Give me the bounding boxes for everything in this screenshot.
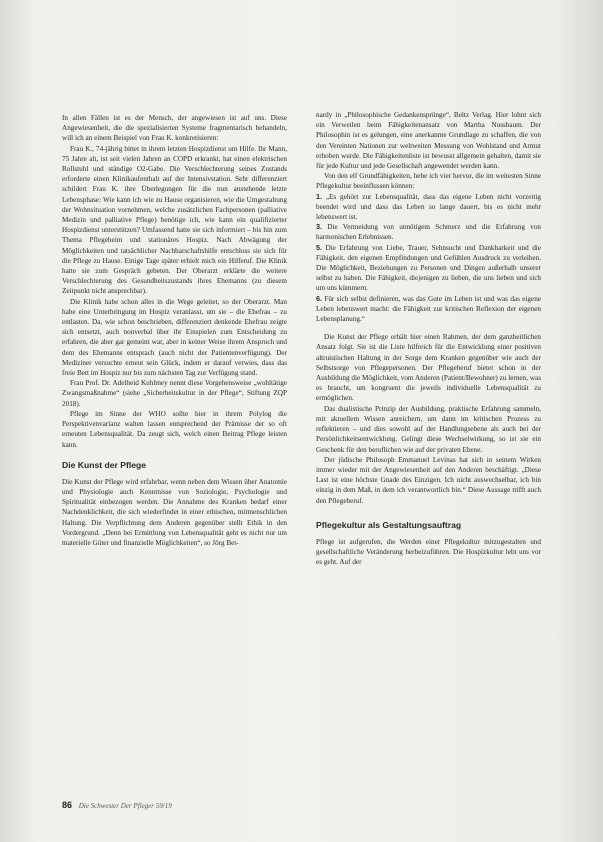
list-item xyxy=(316,192,541,223)
left-column xyxy=(62,113,287,548)
paragraph: Die Kunst der Pflege erhält hier einen Rahmen, der dem ganzheitlichen Ansatz folgt. Sie ist die Liste hilfreich für die Entwicklung einer positiven altruistischen Haltung in der Sorge dem Kranken gegenüber wie auch der Selbstsorge von Pflegepersonen. Der Pflegeberuf bietet schon in der Ausbildung die Möglichkeit, vom Anderen (Patient/Bewohner) zu lernen, was es braucht, um kongruent die jeweils individuelle Lebensqualität zu ermöglichen. xyxy=(316,333,541,403)
section-heading: Pflegekultur als Gestaltungsauftrag xyxy=(316,519,462,530)
list-item xyxy=(316,243,541,294)
list-number: 5. xyxy=(316,242,322,252)
publication-title: Die Schwester Der Pfleger 59/19 xyxy=(78,802,172,810)
paragraph: Pflege ist aufgerufen, die Werden einer Pflegekultur mitzugestalten und gesellschaftliche Veränderung herbeizuführen. Die Hospizkultur lebt uns vor es geht. Auf der xyxy=(316,537,541,567)
paragraph: Frau Prof. Dr. Adelheid Kuhlmey nennt diese Vorgehensweise „wohltätige Zwangsmaßnahme“ (siehe „Sicherheitskultur in der Pflege“, Stiftung ZQP 2018). xyxy=(62,379,287,408)
paragraph: Die Klinik habe schon alles in die Wege geleitet, so der Oberarzt. Man habe eine Unterbringung im Hospiz veranlasst, um sie – die Ehefrau – zu entlasten. Da, wie schon beschrieben, differenziert denkende Ehefrau zeigte sich entsetzt, auch nonverbal über ihr Einspielen zum Entscheidung zu erfahren, die aber gar gemeint war, aber in keiner Weise ihrem Anspruch und dem des Ehemanns entsprach (auch nicht der Patientenverfügung). Der Mediziner versuchte erneut sein Glück, indem er darauf verwies, dass das freie Bett im Hospiz nur bis zum nächsten Tag zur Verfügung stand. xyxy=(62,297,287,378)
section-heading: Die Kunst der Pflege xyxy=(62,459,147,470)
paragraph: Von den elf Grundfähigkeiten, hebe ich vier hervor, die im weitesten Sinne Pflegekultur beeinflussen können: xyxy=(316,172,541,191)
paragraph: Die Kunst der Pflege wird erfahrbar, wenn neben dem Wissen über Anatomie und Physiologie auch Kenntnisse von Soziologie, Psychologie und Spiritualität einbezogen werden. Die Annahme des Kranken bedarf einer Nachdenklichkeit, die sich wiederfindet in einer ethischen, mitmenschlichen Haltung. Die Verpflichtung dem Anderen gegenüber stellt Ethik in den Vordergrund. „Denn bei Ermittlung von Lebensqualität geht es nicht nur um materielle Güter und finanzielle Möglichkeiten“, so Jörg Bet- xyxy=(62,477,287,547)
paragraph: Frau K., 74-jährig bittet in ihrem letzten Hospizdienst um Hilfe. Ihr Mann, 75 Jahre alt, ist seit vielen Jahren an COPD erkrankt, hat einen elektrischen Rollstuhl und ständige O2-Gabe. Die Verschlechterung seines Zustands erforderte einen Klinikaufenthalt auf der Intensivstation. Sehr differenziert schildert Frau K. ihre Überlegungen für die nun anstehende letzte Lebensphase: Wie kann ich wie zu Hause organisieren, wie die Umgestaltung der Wohnsituation vornehmen, welche zusätzlichen Fachpersonen (palliative Medizin und palliative Pflege) benötige ich, wie kann ein qualifizierter Hospizdienst unterstützen? Umfassend hatte sie sich informiert – bis hin zum Thema Pflegeheim und stationäres Hospiz. Nach Abwägung der Möglichkeiten und tatsächlicher Nachbarschaftshilfe entschloss sie sich für die Pflege zu Hause. Einige Tage später erhielt mich ein Hilferuf. Die Klinik hatte sie zum Gespräch gebeten. Der Oberarzt erklärte die weitere Verschlechterung des Gesundheitszustands ihres Ehemanns (zu diesem Zeitpunkt nicht ansprechbar). xyxy=(62,144,287,296)
list-item xyxy=(316,294,541,325)
list-number: 3. xyxy=(316,222,322,232)
paragraph: Pflege im Sinne der WHO sollte hier in ihrem Polylog die Perspektivenvarianz walten lassen entsprechend der Prämisse der so oft erneuten Lebensqualität. Da zeugt sich, welch einen Beitrag Pflege leisten kann. xyxy=(62,409,287,449)
list-text: Für sich selbst definieren, was das Gute im Leben ist und was das eigene Leben lebenswert macht: die Fähigkeit zur kritischen Reflexion der eigenen Lebensplanung.“ xyxy=(316,294,541,324)
paragraph: In allen Fällen ist es der Mensch, der angewiesen ist auf uns. Diese Angewiesenheit, die die spezialisierten Systeme fragmentarisch behandeln, will ich an einem Beispiel von Frau K. konkretisieren: xyxy=(62,114,287,143)
right-column xyxy=(316,110,541,567)
list-number: 1. xyxy=(316,191,322,201)
list-text: Die Erfahrung von Liebe, Trauer, Sehnsucht und Dankbarkeit und die Fähigkeit, den eigenen Empfindungen und Gefühlen Ausdruck zu verleihen. Die Möglichkeit, Beziehungen zu Personen und Dingen außerhalb unserer selbst zu haben. Die Fähigkeit, diejenigen zu lieben, die uns lieben und sich um uns kümmern. xyxy=(316,243,541,293)
page-number: 86 xyxy=(62,800,73,810)
list-text: Die Vermeidung von unnötigem Schmerz und die Erfahrung von harmonischen Erlebnissen. xyxy=(316,223,542,242)
list-item xyxy=(316,222,541,242)
paragraph: Das dualistische Prinzip der Ausbildung, praktische Erfahrung sammeln, mit aktuellem Wissen anreichern, um dann im kritischen Prozess zu reflektieren – und dies sowohl auf der Handlungsebene als auch bei der Persönlichkeitsentwicklung. Gelingt diese Wechselwirkung, so ist sie ein Geschenk für den beruflichen wie auf der privaten Ebene. xyxy=(316,404,541,454)
capabilities-list xyxy=(316,192,541,325)
paragraph: nardy in „Philosophische Gedankensprünge“, Beltz Verlag. Hier lohnt sich ein Verweilen beim Fähigkeitenansatz von Martha Nussbaum. Der Philosophin ist es gelungen, eine anerkannte Grundlage zu schaffen, die von den Vereinten Nationen zur weltweiten Messung von Wohlstand und Armut erhoben wurde. Die Fähigkeitenliste ist bewusst allgemein gehalten, damit sie für jede Kultur und jede Gesellschaft angewendet werden kann. xyxy=(316,111,541,171)
paragraph: Der jüdische Philosoph Emmanuel Levinas hat sich in seinem Wirken immer wieder mit der Angewiesenheit auf den Anderen beschäftigt. „Diese Last ist eine höchste Gnade des Einzigen. Ich nicht auswechselbar, ich bin einzig in dem Maß, in dem ich verantwortlich bin.“ Diese Aussage trifft auch den Pflegeberuf. xyxy=(316,455,541,505)
list-number: 6. xyxy=(316,293,322,303)
list-text: „Es gehört zur Lebensqualität, dass das eigene Leben nicht vorzeitig beendet wird und dass das Leben so lange dauert, bis es nicht mehr lebenswert ist. xyxy=(316,192,541,222)
page-footer xyxy=(62,800,172,810)
